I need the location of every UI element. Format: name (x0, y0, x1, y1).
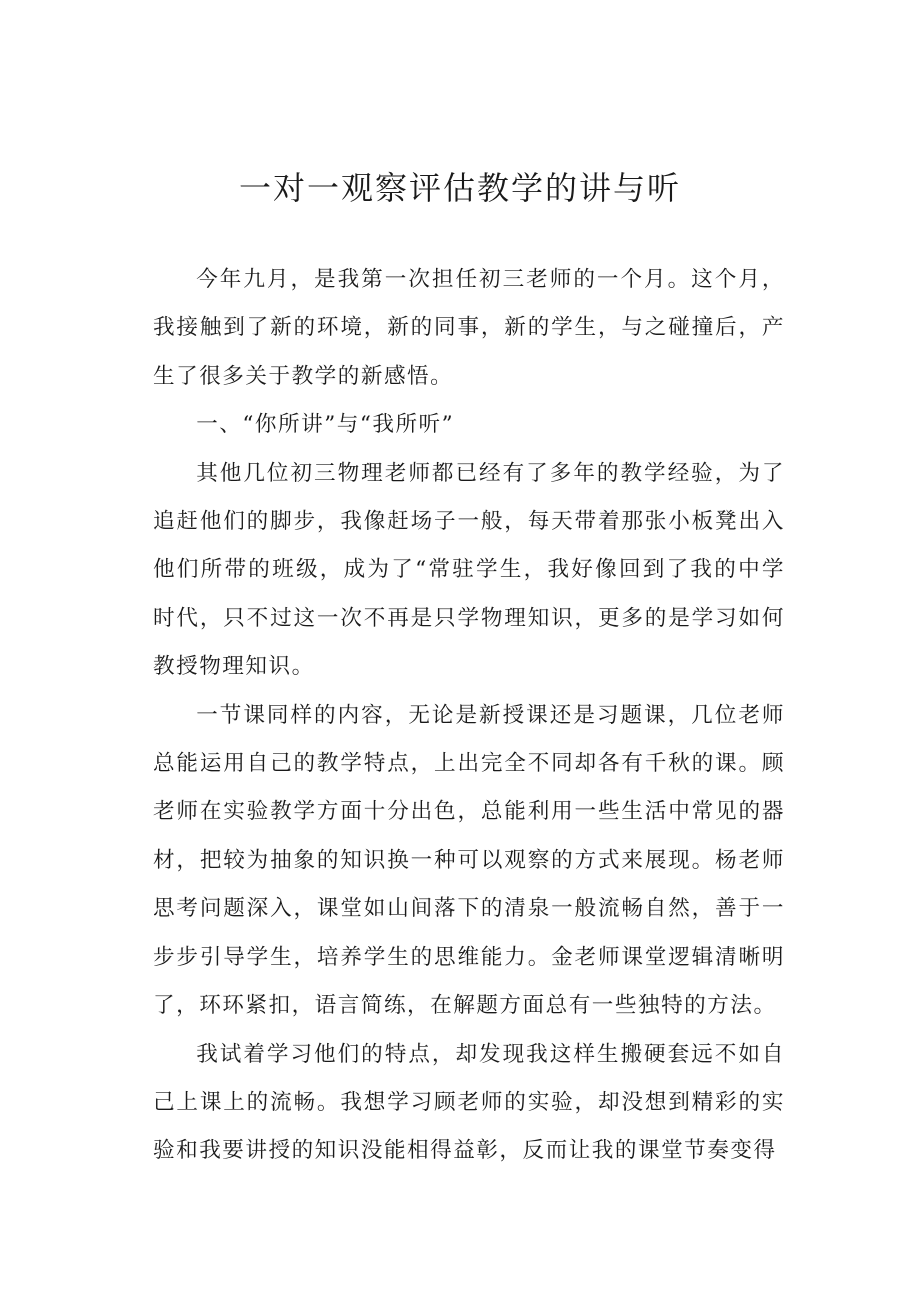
paragraph: 其他几位初三物理老师都已经有了多年的教学经验，为了追赶他们的脚步，我像赶场子一般，每天带着那张小板凳出入他们所带的班级，成为了“常驻学生，我好像回到了我的中学时代，只不过这一次不再是只学物理知识，更多的是学习如何教授物理知识。 (153, 460, 785, 680)
paragraph: 我试着学习他们的特点，却发现我这样生搬硬套远不如自己上课上的流畅。我想学习顾老师的实验，却没想到精彩的实验和我要讲授的知识没能相得益彰，反而让我的课堂节奏变得 (153, 1041, 785, 1164)
document-title: 一对一观察评估教学的讲与听 (238, 169, 681, 207)
paragraph: 一节课同样的内容，无论是新授课还是习题课，几位老师总能运用自己的教学特点，上出完全不同却各有千秋的课。顾老师在实验教学方面十分出色，总能利用一些生活中常见的器材，把较为抽象的知识换一种可以观察的方式来展现。杨老师思考问题深入，课堂如山间落下的清泉一般流畅自然，善于一步步引导学生，培养学生的思维能力。金老师课堂逻辑清晰明了，环环紧扣，语言简练，在解题方面总有一些独特的方法。 (153, 702, 785, 1019)
paragraph: 今年九月，是我第一次担任初三老师的一个月。这个月，我接触到了新的环境，新的同事，新的学生，与之碰撞后，产生了很多关于教学的新感悟。 (153, 267, 785, 389)
section-heading: 一、“你所讲”与“我所听” (196, 412, 455, 438)
document-body (153, 256, 785, 1176)
